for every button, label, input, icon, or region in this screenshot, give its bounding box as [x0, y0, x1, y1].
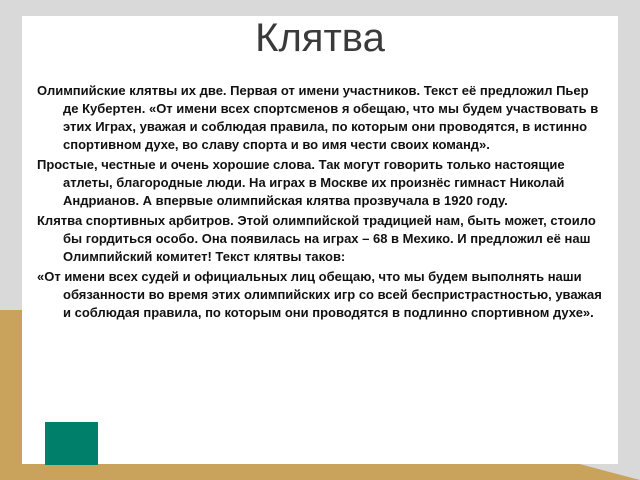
- slide-title: Клятва: [255, 16, 385, 60]
- paragraph-athletes-oath: Олимпийские клятвы их две. Первая от имени участников. Текст её предложил Пьер де Кубертен. «От имени всех спортсменов я обещаю, что мы будем участвовать в этих Играх, уважая и соблюдая правила, по которым они проводятся, в истинно спортивном духе, во славу спорта и во имя чести своих команд».: [37, 83, 599, 152]
- paragraph-simple-words: Простые, честные и очень хорошие слова. Так могут говорить только настоящие атлеты, благородные люди. На играх в Москве их произнёс гимнаст Николай Андрианов. А впервые олимпийская клятва прозвучала в 1920 году.: [37, 157, 565, 208]
- slide-body: [37, 82, 607, 324]
- decorative-gold-strip: [0, 310, 22, 480]
- paragraph-judges-oath: Клятва спортивных арбитров. Этой олимпийской традицией нам, быть может, стоило бы гордиться особо. Она появилась на играх – 68 в Мехико. И предложил её наш Олимпийский комитет! Текст клятвы таков:: [37, 213, 596, 264]
- decorative-teal-square: [45, 422, 98, 465]
- paragraph-judges-oath-text: «От имени всех судей и официальных лиц обещаю, что мы будем выполнять наши обязанности во время этих олимпийских игр со всей беспристрастностью, уважая и соблюдая правила, по которым они проводятся в подлинно спортивном духе».: [37, 269, 602, 320]
